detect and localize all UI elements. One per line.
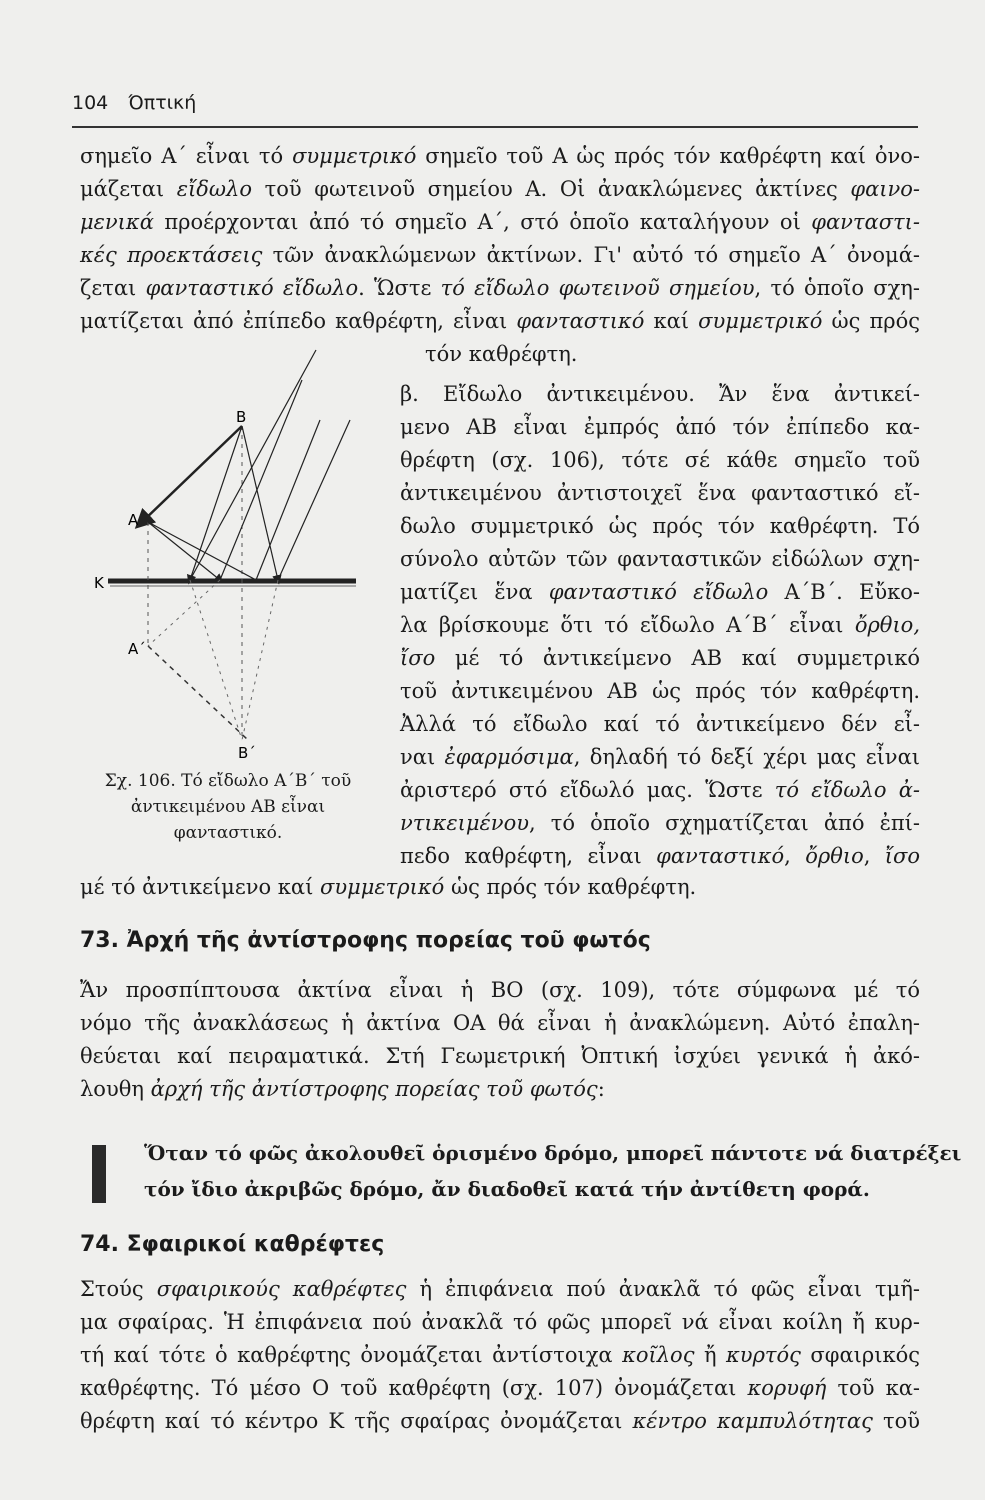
text-line: θεύεται καί πειραματικά. Στή Γεωμετρική Ὀπτική ἰσχύει γενικά ἡ ἀκό- <box>80 1044 920 1068</box>
section-74-heading: 74. Σφαιρικοί καθρέφτες <box>80 1232 385 1257</box>
text-line: ἀριστερό στό εἴδωλό μας. Ὥστε τό εἴδωλο ἀ- <box>400 778 920 802</box>
running-head <box>72 92 196 114</box>
header-rule <box>72 126 918 128</box>
emphasis: ὄρθιο, <box>854 613 920 637</box>
text-line: σημεῖο Α΄ εἶναι τό συμμετρικό σημεῖο τοῦ Α ὡς πρός τόν καθρέφτη καί ὀνο- <box>80 144 920 168</box>
emphasis: φανταστικό <box>516 309 645 333</box>
principle-line: Ὅταν τό φῶς ἀκολουθεῖ ὁρισμένο δρόμο, μπορεῖ πάντοτε νά διατρέξει <box>144 1141 962 1165</box>
principle-line: τόν ἴδιο ἀκριβῶς δρόμο, ἄν διαδοθεῖ κατά τήν ἀντίθετη φορά. <box>144 1177 870 1201</box>
emphasis: μενικά <box>80 210 154 234</box>
text-line: ἴσο μέ τό ἀντικείμενο ΑΒ καί συμμετρικό <box>400 646 920 670</box>
text-line: μενικά προέρχονται ἀπό τό σημεῖο Α΄, στό ὁποῖο καταλήγουν οἱ φανταστι- <box>80 210 920 234</box>
paragraph-object-image-tail <box>80 871 920 904</box>
text-line: κές προεκτάσεις τῶν ἀνακλώμενων ἀκτίνων. Γι' αὐτό τό σημεῖο Α΄ ὀνομά- <box>80 243 920 267</box>
emphasis: κέντρο καμπυλότητας <box>632 1409 873 1433</box>
text-line: μα σφαίρας. Ἡ ἐπιφάνεια πού ἀνακλᾶ τό φῶς μπορεῖ νά εἶναι κοίλη ἤ κυρ- <box>80 1310 920 1334</box>
figure-caption <box>78 768 378 846</box>
emphasis: τό εἴδωλο φωτεινοῦ σημείου <box>440 276 755 300</box>
emphasis: συμμετρικό <box>698 309 823 333</box>
emphasis: φανταστικό εἴδωλο <box>548 580 769 604</box>
paragraph-tail: τόν καθρέφτη. <box>425 342 578 366</box>
text-line: μέ τό ἀντικείμενο καί συμμετρικό ὡς πρός τόν καθρέφτη. <box>80 875 697 899</box>
emphasis: φαινο- <box>850 177 920 201</box>
ray-b1-reflect <box>190 350 316 580</box>
ray-a1-reflect <box>220 380 302 580</box>
emphasis: κορυφή <box>747 1376 827 1400</box>
principle-bar <box>92 1145 106 1203</box>
section-73-body-tail <box>80 1073 920 1106</box>
emphasis: κυρτός <box>726 1343 801 1367</box>
principle-text <box>144 1135 962 1207</box>
text-line: μάζεται εἴδωλο τοῦ φωτεινοῦ σημείου Α. Οἱ ἀνακλώμενες ἀκτίνες φαινο- <box>80 177 920 201</box>
text-line: πεδο καθρέφτη, εἶναι φανταστικό, ὄρθιο, ἴσο <box>400 844 920 868</box>
paragraph-mirror-point-image <box>80 140 920 338</box>
extension-3 <box>148 580 220 646</box>
section-74-body <box>80 1273 920 1438</box>
emphasis: συμμετρικό <box>320 875 445 899</box>
ray-b2 <box>242 426 278 580</box>
label-b: Β <box>236 408 247 426</box>
emphasis: φανταστικό <box>656 844 785 868</box>
emphasis: ἴσο <box>400 646 436 670</box>
text-line: σύνολο αὐτῶν τῶν φανταστικῶν εἰδώλων σχη- <box>400 547 920 571</box>
page-number: 104 <box>72 92 109 114</box>
object-arrow <box>142 426 242 522</box>
text-line: β. Εἴδωλο ἀντικειμένου. Ἄν ἕνα ἀντικεί- <box>400 382 920 406</box>
text-line: λουθη ἀρχή τῆς ἀντίστροφης πορείας τοῦ φωτός: <box>80 1077 605 1101</box>
emphasis: συμμετρικό <box>292 144 417 168</box>
text-line: τοῦ ἀντικειμένου ΑΒ ὡς πρός τόν καθρέφτη. <box>400 679 920 703</box>
text-line: θρέφτη καί τό κέντρο Κ τῆς σφαίρας ὀνομάζεται κέντρο καμπυλότητας τοῦ <box>80 1409 921 1433</box>
caption-line: Σχ. 106. Τό εἴδωλο Α΄Β΄ τοῦ <box>104 771 352 791</box>
text-line: Στούς σφαιρικούς καθρέφτες ἡ ἐπιφάνεια πού ἀνακλᾶ τό φῶς εἶναι τμῆ- <box>80 1277 921 1301</box>
ray-a2-reflect <box>256 420 320 580</box>
caption-line: ἀντικειμένου ΑΒ εἶναι <box>130 797 326 817</box>
paragraph-object-image <box>400 378 920 873</box>
emphasis: κές προεκτάσεις <box>80 243 263 267</box>
emphasis: ὄρθιο <box>805 844 864 868</box>
caption-line: φανταστικό. <box>173 823 283 843</box>
text-line: ματίζει ἕνα φανταστικό εἴδωλο Α΄Β΄. Εὔκο- <box>400 580 920 604</box>
section-73-heading: 73. Ἀρχή τῆς ἀντίστροφης πορείας τοῦ φωτός <box>80 928 651 953</box>
extension-2 <box>242 580 278 740</box>
label-a: Α <box>128 511 139 529</box>
emphasis: εἴδωλο <box>176 177 252 201</box>
label-a-prime: Α΄ <box>128 640 146 658</box>
emphasis: κοῖλος <box>622 1343 695 1367</box>
emphasis: ντικειμένου <box>400 811 529 835</box>
text-line: ντικειμένου, τό ὁποῖο σχηματίζεται ἀπό ἐπί- <box>400 811 920 835</box>
mirror-diagram <box>80 340 380 770</box>
extension-1 <box>190 580 242 740</box>
text-line: ματίζεται ἀπό ἐπίπεδο καθρέφτη, εἶναι φανταστικό καί συμμετρικό ὡς πρός <box>80 309 921 333</box>
emphasis: φανταστι- <box>811 210 920 234</box>
text-line: Ἀλλά τό εἴδωλο καί τό ἀντικείμενο δέν εἶ- <box>400 712 920 736</box>
ray-b1 <box>190 426 242 580</box>
section-title: Όπτική <box>128 92 197 114</box>
text-line: Ἄν προσπίπτουσα ἀκτίνα εἶναι ἡ ΒΟ (σχ. 109), τότε σύμφωνα μέ τό <box>80 978 920 1002</box>
section-73-body <box>80 974 920 1073</box>
emphasis: φανταστικό εἴδωλο <box>145 276 359 300</box>
label-k: Κ <box>94 574 104 592</box>
text-line: τή καί τότε ὁ καθρέφτης ὀνομάζεται ἀντίστοιχα κοῖλος ἤ κυρτός σφαιρικός <box>80 1343 920 1367</box>
text-line: νόμο τῆς ἀνακλάσεως ἡ ἀκτίνα ΟΑ θά εἶναι ἡ ἀνακλώμενη. Αὐτό ἐπαλη- <box>80 1011 920 1035</box>
emphasis: ἀρχή τῆς ἀντίστροφης πορείας τοῦ φωτός <box>150 1077 598 1101</box>
emphasis: σφαιρικούς καθρέφτες <box>156 1277 407 1301</box>
text-line: ναι ἐφαρμόσιμα, δηλαδή τό δεξί χέρι μας εἶναι <box>400 745 920 769</box>
label-b-prime: Β΄ <box>238 744 256 762</box>
figure-106 <box>80 340 380 770</box>
text-line: ζεται φανταστικό εἴδωλο. Ὥστε τό εἴδωλο φωτεινοῦ σημείου, τό ὁποῖο σχη- <box>80 276 920 300</box>
emphasis: τό εἴδωλο ἀ- <box>774 778 920 802</box>
text-line: ἀντικειμένου ἀντιστοιχεῖ ἕνα φανταστικό εἴ- <box>400 481 920 505</box>
text-line: μενο ΑΒ εἶναι ἐμπρός ἀπό τόν ἐπίπεδο κα- <box>400 415 920 439</box>
text-line: καθρέφτης. Τό μέσο Ο τοῦ καθρέφτη (σχ. 107) ὀνομάζεται κορυφή τοῦ κα- <box>80 1376 920 1400</box>
ray-a1 <box>148 522 220 580</box>
ray-b2-reflect <box>278 420 350 580</box>
text-line: θρέφτη (σχ. 106), τότε σέ κάθε σημεῖο τοῦ <box>400 448 920 472</box>
text-line: δωλο συμμετρικό ὡς πρός τόν καθρέφτη. Τό <box>400 514 920 538</box>
emphasis: ἐφαρμόσιμα <box>444 745 574 769</box>
emphasis: ἴσο <box>884 844 920 868</box>
image-arrow <box>148 646 248 740</box>
text-line: λα βρίσκουμε ὅτι τό εἴδωλο Α΄Β΄ εἶναι ὄρθιο, <box>400 613 920 637</box>
